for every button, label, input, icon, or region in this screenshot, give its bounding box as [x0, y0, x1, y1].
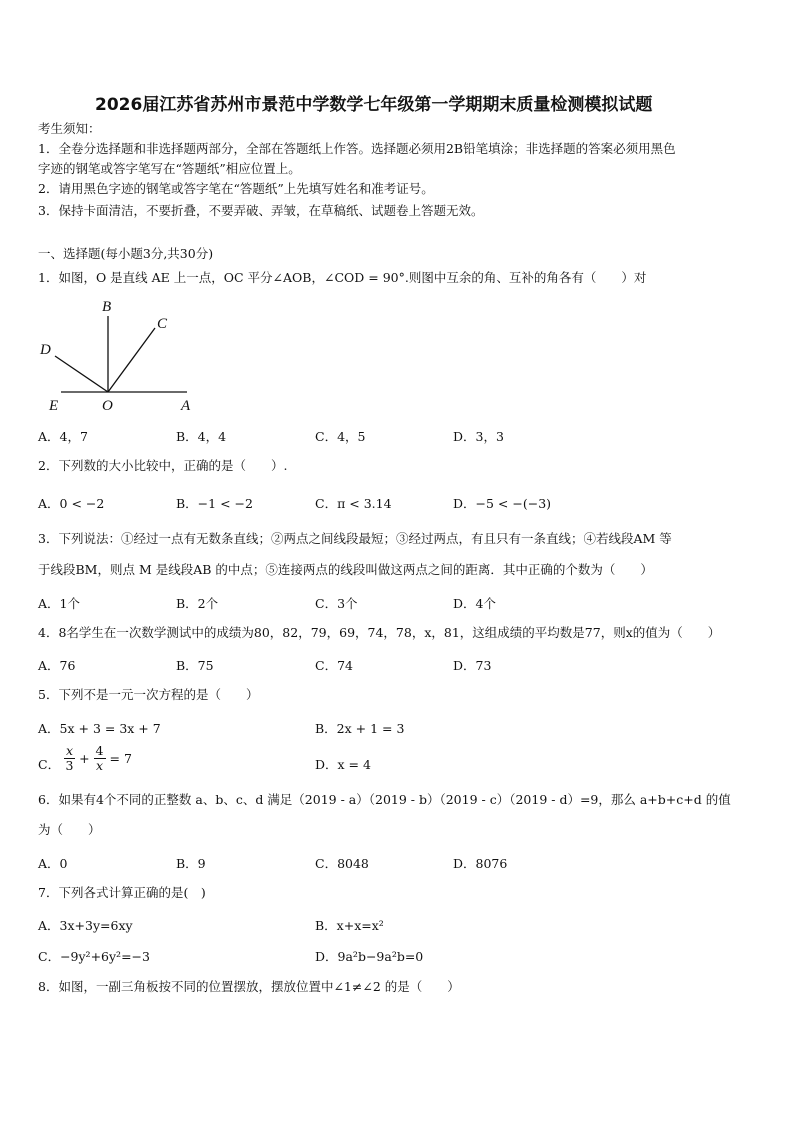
q5-option-d: D．x = 4: [315, 757, 371, 772]
q1-stem: 1．如图，O 是直线 AE 上一点，OC 平分∠AOB，∠COD = 90°.则图中互余的角、互补的角各有（ ）对: [38, 270, 647, 285]
notice-item-1a: 1．全卷分选择题和非选择题两部分，全部在答题纸上作答。选择题必须用2B铅笔填涂；非选择题的答案必须用黑色: [38, 141, 676, 156]
q3-option-d: D．4个: [453, 596, 496, 611]
q1-option-c: C．4，5: [315, 429, 366, 444]
q4-option-b: B．75: [176, 658, 214, 673]
q7-stem: 7．下列各式计算正确的是( ): [38, 885, 206, 900]
ray-od: [55, 356, 108, 392]
label-a: A: [181, 398, 191, 414]
q2-option-b: B．−1 < −2: [176, 496, 253, 511]
q5-option-b: B．2x + 1 = 3: [315, 721, 405, 736]
q5-option-c-expression: [64, 744, 132, 773]
denominator: 3: [65, 758, 74, 773]
q5-stem: 5．下列不是一元一次方程的是（ ）: [38, 687, 259, 702]
page-title: 2026届江苏省苏州市景范中学数学七年级第一学期期末质量检测模拟试题: [95, 95, 653, 115]
section-heading: 一、选择题(每小题3分,共30分): [38, 246, 214, 261]
q2-option-d: D．−5 < −(−3): [453, 496, 552, 511]
notice-heading: 考生须知：: [38, 121, 101, 136]
q6-option-a: A．0: [38, 856, 68, 871]
q7-option-b: B．x+x=x²: [315, 918, 384, 933]
fraction-x-over-3: [64, 744, 75, 773]
q4-option-c: C．74: [315, 658, 353, 673]
label-o: O: [102, 398, 113, 414]
q3-option-c: C．3个: [315, 596, 358, 611]
q1-option-a: A．4，7: [38, 429, 88, 444]
q8-stem: 8．如图，一副三角板按不同的位置摆放，摆放位置中∠1≠∠2 的是（ ）: [38, 979, 460, 994]
q3-stem-line2: 于线段BM，则点 M 是线段AB 的中点；⑤连接两点的线段叫做这两点之间的距离．其中正确的个数为（ ）: [38, 562, 653, 577]
q7-option-a: A．3x+3y=6xy: [38, 918, 133, 933]
notice-item-3: 3．保持卡面清洁，不要折叠，不要弄破、弄皱，在草稿纸、试题卷上答题无效。: [38, 203, 484, 218]
q5-option-c-label: C．: [38, 757, 61, 772]
label-c: C: [157, 316, 168, 332]
q4-option-d: D．73: [453, 658, 492, 673]
q6-option-d: D．8076: [453, 856, 508, 871]
denominator: x: [95, 758, 104, 773]
q6-stem-line2: 为（ ）: [38, 822, 101, 837]
q6-option-c: C．8048: [315, 856, 369, 871]
q7-option-c: C．−9y²+6y²=−3: [38, 949, 150, 964]
label-b: B: [102, 299, 112, 315]
q3-option-a: A．1个: [38, 596, 80, 611]
q3-stem-line1: 3．下列说法：①经过一点有无数条直线；②两点之间线段最短；③经过两点，有且只有一条直线；④若线段AM 等: [38, 531, 672, 546]
q2-stem: 2．下列数的大小比较中，正确的是（ ）.: [38, 458, 288, 473]
notice-item-1b: 字迹的钢笔或答字笔写在“答题纸”相应位置上。: [38, 161, 301, 176]
q2-option-a: A．0 < −2: [38, 496, 105, 511]
q3-option-b: B．2个: [176, 596, 219, 611]
fraction-4-over-x: [94, 744, 106, 773]
notice-item-2: 2．请用黑色字迹的钢笔或答字笔在“答题纸”上先填写姓名和准考证号。: [38, 181, 434, 196]
plus-sign: +: [79, 751, 90, 766]
q5-option-a: A．5x + 3 = 3x + 7: [38, 721, 161, 736]
q2-option-c: C．π < 3.14: [315, 496, 392, 511]
q1-option-b: B．4，4: [176, 429, 227, 444]
q4-stem: 4．8名学生在一次数学测试中的成绩为80，82，79，69，74，78，x，81，这组成绩的平均数是77，则x的值为（ ）: [38, 625, 721, 640]
q7-option-d: D．9a²b−9a²b=0: [315, 949, 424, 964]
q1-option-d: D．3，3: [453, 429, 504, 444]
label-d: D: [40, 342, 51, 358]
q4-option-a: A．76: [38, 658, 76, 673]
equation-rest: = 7: [109, 751, 132, 766]
q1-figure: [35, 296, 200, 416]
q6-stem-line1: 6．如果有4个不同的正整数 a、b、c、d 满足（2019 - a）（2019 - b）（2019 - c）（2019 - d）=9，那么 a+b+c+d 的值: [38, 792, 731, 807]
q6-option-b: B．9: [176, 856, 206, 871]
numerator: x: [66, 743, 74, 758]
label-e: E: [49, 398, 59, 414]
ray-oc: [108, 328, 155, 392]
numerator: 4: [95, 743, 104, 758]
